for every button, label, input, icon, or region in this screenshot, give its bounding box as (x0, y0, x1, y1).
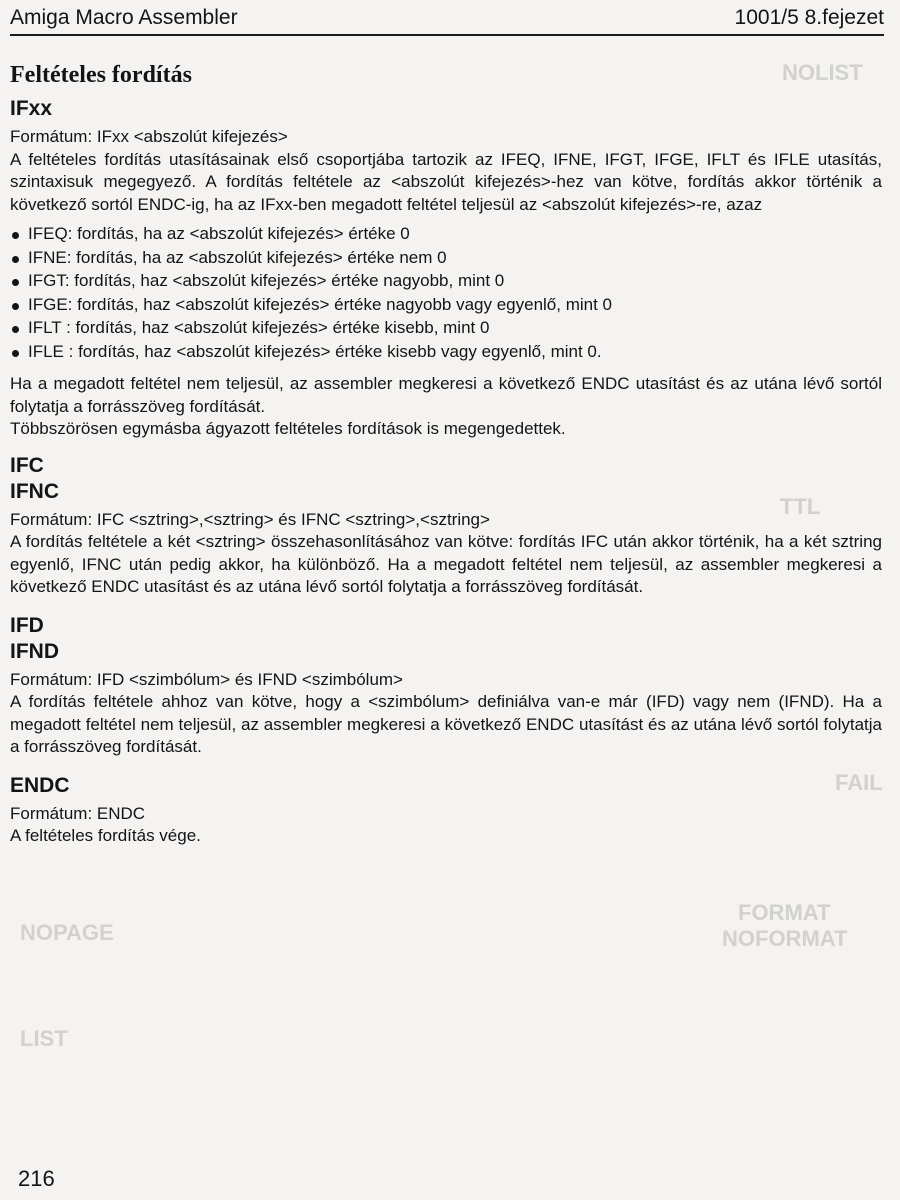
endc-heading: ENDC (10, 773, 70, 797)
list-item: IFLE : fordítás, haz <abszolút kifejezés> értéke kisebb vagy egyenlő, mint 0. (10, 340, 882, 364)
document-page (10, 0, 884, 1200)
list-item: IFGT: fordítás, haz <abszolút kifejezés> értéke nagyobb, mint 0 (10, 269, 882, 293)
list-item: IFNE: fordítás, ha az <abszolút kifejezés> értéke nem 0 (10, 246, 882, 270)
ifc-format: Formátum: IFC <sztring>,<sztring> és IFNC <sztring>,<sztring> (10, 509, 490, 529)
ifc-heading: IFC (10, 453, 44, 477)
ifd-heading: IFD (10, 613, 44, 637)
ifxx-heading: IFxx (10, 97, 53, 120)
endc-format: Formátum: ENDC (10, 803, 146, 823)
page-number: 216 (18, 1166, 55, 1191)
list-item: IFLT : fordítás, haz <abszolút kifejezés> értéke kisebb, mint 0 (10, 316, 882, 340)
list-item: IFGE: fordítás, haz <abszolút kifejezés> értéke nagyobb vagy egyenlő, mint 0 (10, 293, 882, 317)
ifxx-nesting-text: Többszörösen egymásba ágyazott feltételes fordítások is megengedettek. (10, 419, 566, 438)
book-title: Amiga Macro Assembler (10, 6, 238, 29)
ifnc-heading: IFNC (10, 479, 59, 503)
condition-list (10, 222, 882, 363)
running-header (10, 4, 884, 36)
section-title: Feltételes fordítás (10, 62, 192, 88)
ifd-format: Formátum: IFD <szimbólum> és IFND <szimbólum> (10, 669, 403, 689)
ifxx-format: Formátum: IFxx <abszolút kifejezés> (10, 127, 288, 146)
chapter-reference: 1001/5 8.fejezet (734, 6, 884, 29)
list-item: IFEQ: fordítás, ha az <abszolút kifejezés> értéke 0 (10, 222, 882, 246)
bleed-through-layer: NOLIST TTL FORMAT NOFORMAT NOPAGE LIST FAIL (20, 60, 883, 1051)
ifc-description: A fordítás feltétele a két <sztring> összehasonlításához van kötve: fordítás IFC után akkor történik, ha a két sztring egyenlő, IFNC után pedig akkor, ha különböző. Ha a megadott feltétel nem teljesül, az assembler megkeresi a következő ENDC utasítást és az utána lévő sortól folytatja a forrásszöveg fordítását. (10, 532, 882, 596)
endc-description: A feltételes fordítás vége. (10, 826, 201, 845)
page-content (10, 60, 882, 848)
ifnd-heading: IFND (10, 639, 59, 663)
ifxx-not-satisfied-text: Ha a megadott feltétel nem teljesül, az assembler megkeresi a következő ENDC utasítást és az utána lévő sortól folytatja a forrásszöveg fordítását. (10, 374, 882, 416)
ifxx-description: A feltételes fordítás utasításainak első csoportjába tartozik az IFEQ, IFNE, IFGT, IFGE, IFLT és IFLE utasítás, szintaxisuk megegyező. A fordítás feltétele az <abszolút kifejezés>-hez van kötve, fordítás akkor történik a következő sortól ENDC-ig, ha az IFxx-ben megadott feltétel teljesül az <abszolút kifejezés>-re, azaz (10, 149, 882, 214)
ifd-description: A fordítás feltétele ahhoz van kötve, hogy a <szimbólum> definiálva van-e már (IFD) vagy nem (IFND). Ha a megadott feltétel nem teljesül, az assembler megkeresi a következő ENDC utasítást és az utána lévő sortól folytatja a forrásszöveg fordítását. (10, 692, 882, 756)
